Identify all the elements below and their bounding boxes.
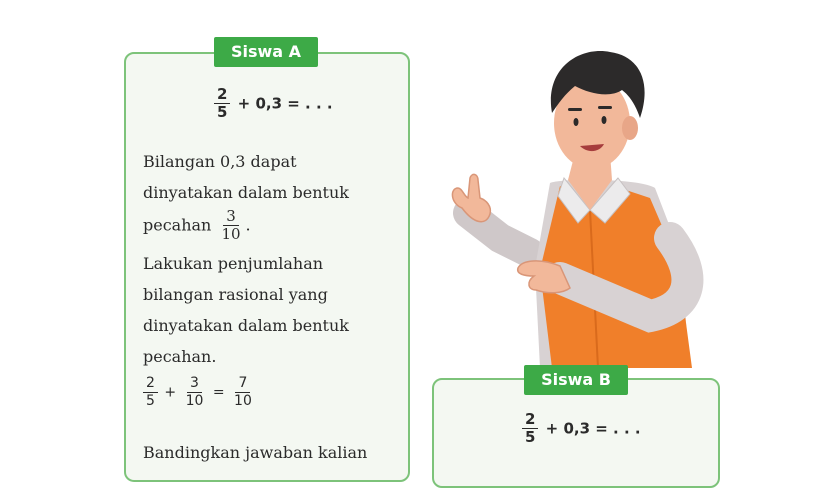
numerator: 3 [187,375,202,393]
teacher-illustration [440,38,730,368]
text-line: dinyatakan dalam bentuk [143,316,349,335]
text-line: pecahan. [143,347,217,366]
fraction-sum [141,375,257,410]
text-line: bilangan rasional yang [143,285,328,304]
right-eye [602,116,607,124]
denominator: 10 [185,392,204,409]
denominator: 5 [146,392,155,409]
fraction-two-fifths [214,86,230,122]
equation-rest: + 0,3 = . . . [545,419,641,438]
text-line-with-fraction [143,208,393,244]
denominator: 10 [221,225,241,244]
numerator: 2 [522,411,538,429]
fraction-seven-tenths [231,375,255,410]
explanation-paragraph-2 [143,248,393,372]
left-eyebrow [568,108,582,111]
text-line: Bilangan 0,3 dapat [143,152,297,171]
fraction-three-tenths [183,375,207,410]
text-prefix: pecahan [143,215,212,235]
student-a-equation [212,86,333,122]
denominator: 10 [234,392,252,409]
text-line: dinyatakan dalam bentuk [143,183,349,202]
student-b-tag: Siswa B [524,365,628,395]
text-suffix: . [245,215,251,235]
equals-sign: = [212,384,225,401]
numerator: 3 [223,208,239,226]
ear [622,116,638,140]
fraction-two-fifths [522,411,538,447]
equation-rest: + 0,3 = . . . [237,94,333,113]
denominator: 5 [217,103,228,122]
compare-answer-text: Bandingkan jawaban kalian [143,443,368,462]
plus-sign: + [164,384,177,401]
student-a-tag: Siswa A [214,37,318,67]
numerator: 2 [143,375,158,393]
left-eye [574,118,579,126]
numerator: 2 [214,86,230,104]
text-line: Lakukan penjumlahan [143,254,324,273]
fraction-three-tenths [218,208,243,244]
numerator: 7 [235,375,250,393]
fraction-two-fifths [143,375,158,410]
right-eyebrow [598,106,612,109]
student-b-equation [520,411,641,447]
explanation-paragraph-1 [143,146,393,244]
denominator: 5 [525,428,536,447]
